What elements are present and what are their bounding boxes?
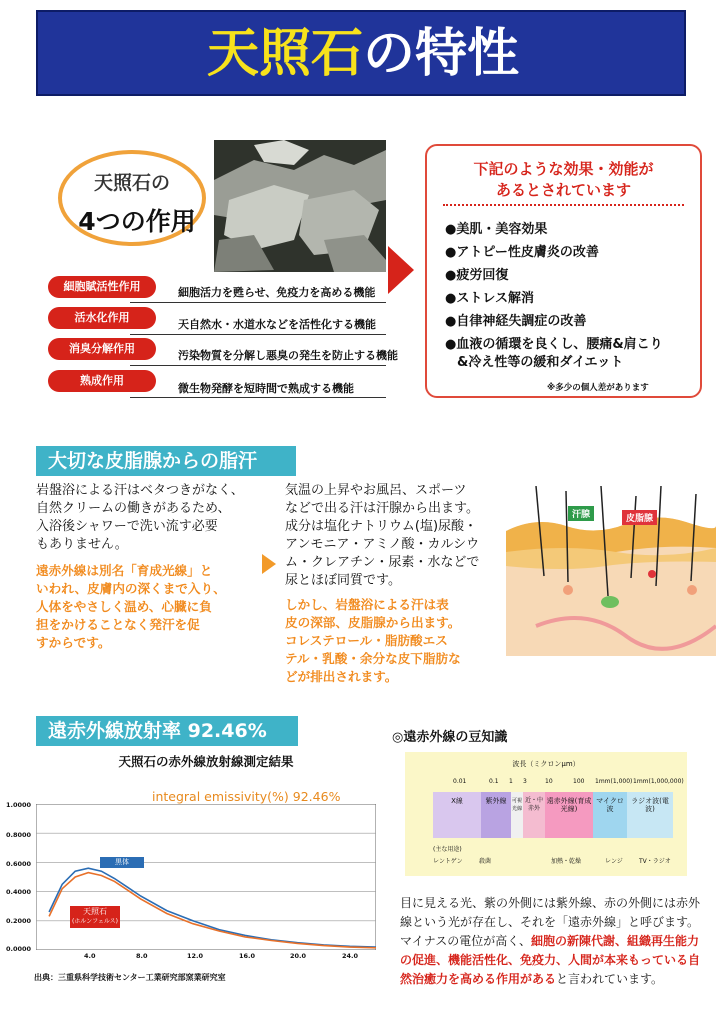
- text-line-orange: どが排出されます。: [285, 669, 398, 684]
- trivia-line: 目に見える光、紫の外側には紫外線、赤の外側には赤外: [400, 896, 701, 910]
- arrow-right-icon: [388, 246, 414, 294]
- y-tick: 0.8000: [6, 831, 32, 839]
- segment-xray: X線: [433, 792, 481, 838]
- benefits-title-1: 下記のような効果・効能が: [473, 160, 654, 178]
- emission-chart: [36, 804, 376, 950]
- four-effects-oval: [58, 150, 206, 246]
- benefit-item: ●美肌・美容効果: [445, 222, 548, 237]
- trivia-line: マイナスの電位が高く、細胞の新陳代謝、組織再生能力: [400, 934, 700, 948]
- sebaceous-gland-label: 皮脂腺: [622, 510, 657, 525]
- benefits-title-2: あるとされています: [495, 181, 631, 199]
- text-line: 入浴後シャワーで洗い流す必要: [36, 519, 218, 534]
- segment-far-ir: 遠赤外線(育成光線): [545, 792, 593, 838]
- legend-blackbody: 黒体: [100, 857, 144, 868]
- benefit-item: ●ストレス解消: [445, 291, 534, 306]
- effect-label-1: 細胞賦活性作用: [48, 276, 156, 298]
- y-tick: 0.4000: [6, 888, 32, 896]
- trivia-title: ◎遠赤外線の豆知識: [392, 730, 508, 745]
- text-line: ム・クレアチン・尿素・水などで: [285, 555, 480, 570]
- effect-underline-1: [130, 302, 386, 303]
- effect-underline-2: [130, 334, 386, 335]
- text-line: 岩盤浴による汗はベタつきがなく、: [36, 483, 244, 498]
- use-item: 加熱・乾燥: [551, 858, 582, 865]
- x-tick: 20.0: [290, 952, 307, 960]
- text-line: 尿とほぼ同質です。: [285, 573, 401, 588]
- x-tick: 8.0: [136, 952, 148, 960]
- stone-photo: [214, 140, 386, 272]
- y-tick: 0.0000: [6, 945, 32, 953]
- text-line-orange: 人体をやさしく温め、心臓に負: [36, 599, 212, 614]
- effect-desc-4: 微生物発酵を短時間で熟成する機能: [178, 382, 354, 395]
- use-item: 殺菌: [479, 858, 492, 865]
- benefit-item: ●血液の循環を良くし、腰痛&肩こり: [445, 337, 663, 352]
- benefit-item: ●自律神経失調症の改善: [445, 314, 587, 329]
- text-line-orange: 皮の深部、皮脂腺から出ます。: [285, 615, 461, 630]
- wavelength-tick: 10: [545, 778, 553, 785]
- y-tick: 0.6000: [6, 860, 32, 868]
- wavelength-tick: 1mm(1,000): [595, 778, 633, 785]
- x-tick: 16.0: [239, 952, 256, 960]
- oval-line2: 4つの作用: [78, 207, 196, 236]
- stone-illustration: [214, 140, 386, 272]
- benefit-item: &冷え性等の緩和ダイエット: [457, 355, 624, 370]
- use-item: レンジ: [605, 858, 623, 865]
- y-tick: 1.0000: [6, 801, 32, 809]
- text-line: もありません。: [36, 537, 128, 552]
- effect-desc-3: 汚染物質を分解し悪臭の発生を防止する機能: [178, 349, 398, 362]
- sweat-gland-label: 汗腺: [568, 506, 594, 521]
- wavelength-tick: 100: [573, 778, 585, 785]
- y-tick: 0.2000: [6, 917, 32, 925]
- skin-diagram: [506, 486, 716, 656]
- x-tick: 4.0: [84, 952, 96, 960]
- oval-line1: 天照石の: [93, 172, 170, 194]
- text-line-orange: テル・乳酸・余分な皮下脂肪な: [285, 651, 461, 666]
- effect-label-3: 消臭分解作用: [48, 338, 156, 360]
- benefits-divider: [443, 204, 684, 206]
- segment-visible: 可視光線: [511, 792, 523, 838]
- benefits-box: [425, 144, 702, 398]
- text-line-orange: すからです。: [36, 635, 111, 650]
- wavelength-title: 波長（ミクロンμm）: [512, 760, 580, 768]
- text-line-orange: いわれ、皮膚内の深くまで入り、: [36, 581, 226, 596]
- legend-stone-sub: (ホルンフェルス): [71, 918, 119, 925]
- title-banner: [36, 10, 686, 96]
- text-line-orange: しかし、岩盤浴による汗は表: [285, 597, 449, 612]
- effect-underline-3: [130, 365, 386, 366]
- trivia-line: の促進、機能活性化、免疫力、人間が本来もっている自: [400, 953, 701, 967]
- effect-label-2: 活水化作用: [48, 307, 156, 329]
- x-tick: 12.0: [187, 952, 204, 960]
- skin-cross-section: [506, 486, 716, 656]
- sebum-heading: 大切な皮脂腺からの脂汗: [36, 446, 296, 476]
- trivia-line: 線という光が存在し、それを「遠赤外線」と呼びます。: [400, 915, 700, 929]
- segment-near-ir: 近・中赤外: [523, 792, 545, 838]
- trivia-line: 然治癒力を高める作用があると言われています。: [400, 972, 664, 986]
- use-item: TV・ラジオ: [639, 858, 671, 865]
- legend-stone: [70, 906, 120, 928]
- sebum-right-text: [285, 482, 505, 686]
- segment-uv: 紫外線: [481, 792, 511, 838]
- chart-title: 天照石の赤外線放射線測定結果: [118, 754, 294, 769]
- effect-desc-1: 細胞活力を甦らせ、免疫力を高める機能: [178, 286, 376, 299]
- benefit-item: ●疲労回復: [445, 268, 509, 283]
- page-title: 天照石の特性: [206, 24, 520, 84]
- text-line: アンモニア・アミノ酸・カルシウ: [285, 537, 480, 552]
- wavelength-tick: 1mm(1,000,000): [633, 778, 684, 785]
- legend-stone-name: 天照石: [83, 907, 107, 916]
- text-line: などで出る汗は汗腺から出ます。: [285, 501, 479, 516]
- text-line: 気温の上昇やお風呂、スポーツ: [285, 483, 467, 498]
- wavelength-tick: 1: [509, 778, 513, 785]
- wavelength-tick: 3: [523, 778, 527, 785]
- arrow-right-icon: [262, 554, 276, 574]
- chart-source: 出典：三重県科学技術センター工業研究部窯業研究室: [34, 973, 226, 982]
- segment-microwave: マイクロ波: [593, 792, 627, 838]
- wavelength-tick: 0.1: [489, 778, 499, 785]
- text-line-orange: 遠赤外線は別名「育成光線」と: [36, 563, 213, 578]
- benefit-item: ●アトピー性皮膚炎の改善: [445, 245, 599, 260]
- effect-underline-4: [130, 397, 386, 398]
- emissivity-label: integral emissivity(%) 92.46%: [152, 789, 341, 804]
- text-line: 成分は塩化ナトリウム(塩)尿酸・: [285, 519, 478, 534]
- spectrum-diagram: [405, 752, 687, 876]
- effect-label-4: 熟成作用: [48, 370, 156, 392]
- benefits-note: ※多少の個人差があります: [547, 383, 649, 393]
- wavelength-tick: 0.01: [453, 778, 467, 785]
- emission-heading: 遠赤外線放射率 92.46%: [36, 716, 298, 746]
- effect-desc-2: 天自然水・水道水などを活性化する機能: [178, 318, 376, 331]
- text-line: 自然クリームの働きがあるため、: [36, 501, 231, 516]
- segment-radio: ラジオ波(電波): [627, 792, 673, 838]
- uses-label: (主な用途): [433, 846, 462, 853]
- use-item: レントゲン: [433, 858, 463, 865]
- x-tick: 24.0: [342, 952, 359, 960]
- text-line-orange: 担をかけることなく発汗を促: [36, 617, 200, 632]
- sebum-left-text: [36, 482, 276, 652]
- text-line-orange: コレステロール・脂肪酸エス: [285, 633, 448, 648]
